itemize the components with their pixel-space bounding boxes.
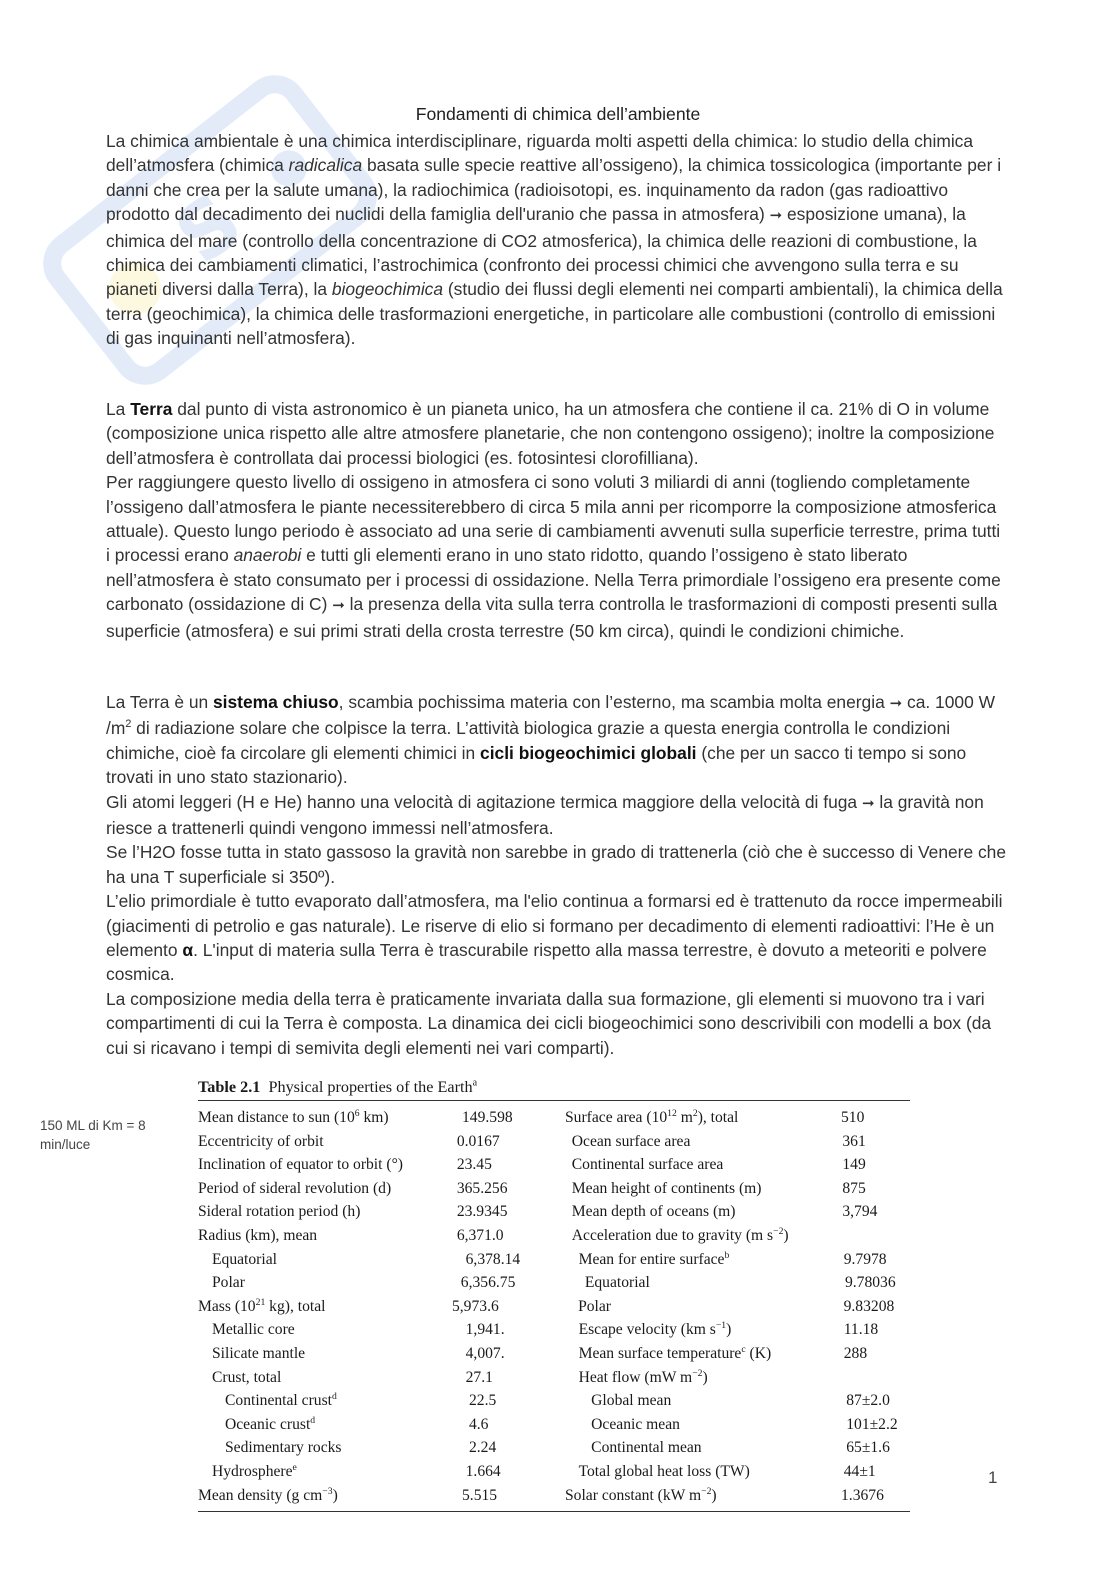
property-value-right [844,1366,910,1390]
property-value-left: 22.5 [468,1392,497,1410]
table-row [198,1413,910,1437]
property-value-left: 6,356.75 [460,1274,516,1292]
property-value-left: 5.515 [462,1486,498,1504]
property-value-left: 2.24 [468,1439,497,1457]
superscript: −1 [715,1320,727,1332]
text-run: Mean density (g cm [198,1486,323,1504]
text-run: Sedimentary rocks [225,1439,342,1457]
physical-properties-table [198,1075,910,1512]
text-run: Surface area (10 [565,1109,668,1126]
text-run: Continental mean [591,1439,702,1457]
property-value-right: 361 [842,1132,866,1150]
property-label-left [198,1271,461,1295]
property-value-right: 9.7978 [843,1250,887,1268]
text-run: m [676,1109,693,1126]
property-value-right: 65±1.6 [846,1439,890,1457]
page-number: 1 [988,1468,998,1487]
arrow-icon: ➞ [332,597,345,615]
property-label-right [565,1484,841,1508]
property-label-left [198,1200,457,1224]
text-run: (che per un sacco ti tempo si sono trovati in uno stato stazionario). [106,742,967,788]
text-run: Equatorial [584,1274,650,1292]
text-run: , scambia pochissima materia con l’esterno, ma scambia molta energia [338,692,890,712]
property-label-left [198,1153,457,1177]
table-row [198,1436,910,1460]
text-run: (studio dei flussi degli elementi nei comparti ambientali), la chimica della terra (geochimica), la chimica delle trasformazioni energetiche, in particolare alle combustioni (controllo di emissioni di gas inquinanti nell’atmosfera). [106,279,1003,349]
property-label-left [198,1413,469,1437]
paragraph-sistema-chiuso [106,690,1006,1060]
text-run: Mean depth of oceans (m) [571,1203,736,1221]
superscript: 6 [354,1107,360,1119]
property-label-left [198,1248,466,1272]
superscript: 21 [255,1296,266,1308]
property-value-left: 1,941. [465,1321,505,1339]
text-run: Continental surface area [571,1156,724,1174]
table-row [198,1106,910,1130]
text-run: La composizione media della terra è praticamente invariata dalla sua formazione, gli elementi si muovono tra i vari compartimenti di cui la Terra è composta. La dinamica dei cicli biogeochimici sono descrivibili con modelli a box (da cui si ricavano i tempi di semivita degli elementi nei vari comparti). [106,988,992,1058]
table-row [198,1130,910,1154]
property-label-left [198,1295,452,1319]
property-value-left: 4,007. [465,1344,505,1362]
superscript: 2 [692,1107,698,1119]
text-run: Oceanic mean [591,1415,680,1433]
text-run: Escape velocity (km s [578,1321,716,1339]
text-run: Hydrosphere [212,1462,293,1480]
property-value-right: 875 [842,1179,866,1197]
property-value-right: 9.78036 [844,1274,896,1292]
table-row [198,1318,910,1342]
table-row [198,1484,910,1508]
superscript: b [724,1249,730,1261]
text-run: ), total [697,1109,739,1126]
property-value-left: 6,378.14 [465,1250,521,1268]
text-run: la gravità non riesce a trattenerli quindi vengono immessi nell’atmosfera. [106,791,984,839]
arrow-icon: ➞ [889,695,903,712]
property-value-right [842,1224,910,1248]
property-value-left: 1.664 [465,1462,501,1480]
property-value-left: 6,371.0 [456,1226,504,1244]
table-row [198,1224,910,1248]
property-value-left: 27.1 [465,1368,493,1386]
superscript: c [741,1343,746,1355]
property-value-right: 510 [841,1109,865,1126]
property-label-left [198,1366,466,1390]
margin-note: 150 ML di Km = 8 min/luce [40,1118,146,1152]
property-value-right: 44±1 [843,1462,876,1480]
text-run: Global mean [591,1392,672,1410]
text-run: Se l’H2O fosse tutta in stato gassoso la gravità non sarebbe in grado di trattenerla (ciò che è successo di Venere che ha una T superficiale si 350º). [106,842,1006,887]
italic-term-anaerobi: anaerobi [233,545,302,566]
text-run: ) [783,1226,789,1244]
paragraph-terra [106,397,1006,643]
property-value-right: 288 [843,1344,868,1362]
table-caption-text: Physical properties of the Earth [268,1078,473,1096]
superscript: −2 [692,1367,703,1379]
property-label-left [198,1177,457,1201]
property-label-right [564,1413,846,1437]
property-label-left [198,1389,469,1413]
table-row [198,1177,910,1201]
table-row [198,1271,910,1295]
text-run: kg), total [265,1297,326,1315]
text-run: di radiazione solare che colpisce la terra. L’attività biologica grazie a questa energia controlla le condizioni chimiche, cioè fa circolare gli elementi chimici in [106,718,951,763]
property-value-right: 9.83208 [843,1297,895,1315]
superscript: d [331,1390,337,1402]
text-run: La [106,399,131,419]
text-run: Eccentricity of orbit [198,1132,324,1150]
text-run: dal punto di vista astronomico è un pianeta unico, ha un atmosfera che contiene il ca. 21% di O in volume (composizione unica rispetto alle altre atmosfere planetarie, che non contengono ossigeno); inoltre la composizione dell’atmosfera è controllata dai processi biologici (es. fotosintesi clorofilliana). [106,399,995,468]
text-run: km) [359,1109,389,1126]
property-value-left: 23.9345 [456,1203,508,1221]
property-value-right: 11.18 [843,1321,879,1339]
text-run: Mean distance to sun (10 [198,1109,355,1126]
property-value-left: 23.45 [456,1156,492,1174]
superscript: d [310,1414,316,1426]
property-label-left [198,1224,457,1248]
text-run: Equatorial [212,1250,277,1268]
bold-term-sistema-chiuso: sistema chiuso [213,692,339,712]
property-label-left [198,1484,462,1508]
italic-term-radicalica: radicalica [288,155,363,176]
paragraph-chimica-ambientale [106,129,1006,351]
property-label-right [565,1342,844,1366]
text-run: Ocean surface area [571,1132,691,1150]
superscript: −2 [701,1485,712,1497]
text-run: L’elio primordiale è tutto evaporato dall’atmosfera, ma l'elio continua a formarsi ed è trattenuto da rocce impermeabili (giacimenti di petrolio e gas naturale). Le riserve di elio si formano per decadimento di elementi radioattivi: l’He è un elemento [106,891,1003,961]
text-run: Oceanic crust [225,1415,311,1433]
property-value-right: 101±2.2 [846,1415,898,1433]
text-run: esposizione umana), la chimica del mare (controllo della concentrazione di CO2 atmosferica), la chimica delle reazioni di combustione, la chimica dei cambiamenti climatici, l’astrochimica (confronto dei processi chimici che avvengono sulla terra e su pianeti diversi dalla Terra), la [106,204,977,300]
property-label-right [558,1224,843,1248]
text-run: (K) [745,1344,772,1362]
superscript: 12 [667,1107,677,1119]
property-label-right [565,1366,844,1390]
table-row [198,1200,910,1224]
superscript: e [292,1461,297,1473]
property-label-right [565,1460,844,1484]
superscript: −2 [773,1225,784,1237]
table-row [198,1460,910,1484]
text-run: Total global heat loss (TW) [578,1462,750,1480]
table-caption [198,1075,910,1101]
property-label-right [558,1200,843,1224]
property-value-right: 149 [842,1156,866,1174]
bold-term-cicli-biogeochimici: cicli biogeochimici globali [480,742,697,763]
table-row [198,1153,910,1177]
table-row [198,1342,910,1366]
superscript: −3 [322,1485,333,1497]
text-run: La chimica ambientale è una chimica interdisciplinare, riguarda molti aspetti della chimica: lo studio della chimica dell’atmosfera (chimica [106,131,974,176]
property-label-left [198,1436,469,1460]
text-run: Metallic core [212,1321,295,1339]
svg-text:S: S [159,176,260,282]
document-title: Fondamenti di chimica dell’ambiente [415,104,701,124]
property-label-right [558,1130,843,1154]
text-run: Polar [578,1297,611,1315]
text-run: ) [711,1486,717,1504]
property-label-right [565,1318,844,1342]
table-row [198,1366,910,1390]
table-row [198,1295,910,1319]
superscript: 2 [125,718,132,731]
property-label-left [198,1106,462,1130]
property-label-right [565,1248,844,1272]
text-run: Gli atomi leggeri (H e He) hanno una velocità di agitazione termica maggiore della velocità di fuga [106,791,862,812]
text-run: Heat flow (mW m [578,1368,693,1386]
bold-term-terra: Terra [130,399,173,419]
text-run: Mass (10 [198,1297,256,1315]
text-run: Per raggiungere questo livello di ossigeno in atmosfera ci sono voluti 3 miliardi di anni (togliendo completamente l’ossigeno dall’atmosfera le piante necessiterebbero di circa 5 mila anni per ricomporre la composizione atmosferica attuale). Questo lungo periodo è associato ad una serie di cambiamenti avvenuti sulla superficie terrestre, prima tutti i processi erano [106,472,1001,566]
text-run: Crust, total [212,1368,282,1386]
text-run: La Terra è un [106,692,213,712]
table-body [198,1101,910,1512]
text-run: Acceleration due to gravity (m s [571,1226,774,1244]
text-run: basata sulle specie reattive all’ossigeno), la chimica tossicologica (importante per i danni che crea per la salute umana), la radiochimica (radioisotopi, es. inquinamento da radon (gas radioattivo prodotto dal decadimento dei nuclidi della famiglia dell'uranio che passa in atmosfera) [106,155,1002,225]
text-run: Radius (km), mean [198,1226,318,1244]
text-run: ) [726,1321,732,1339]
arrow-icon: ➞ [769,207,783,225]
property-value-left: 5,973.6 [451,1297,499,1315]
property-label-right [565,1106,841,1130]
text-run: . L'input di materia sulla Terra è trascurabile rispetto alla massa terrestre, è dovuto a meteoriti e polvere cosmica. [106,940,987,985]
property-label-right [551,1295,844,1319]
text-run: Continental crust [225,1392,332,1410]
property-value-left: 149.598 [462,1109,513,1126]
text-run: Mean height of continents (m) [571,1179,762,1197]
text-run: Inclination of equator to orbit (°) [198,1156,403,1174]
property-value-left: 0.0167 [456,1132,500,1150]
property-label-right [564,1436,846,1460]
property-value-right: 3,794 [842,1203,878,1221]
alpha-symbol: α [182,940,194,961]
property-label-right [564,1389,846,1413]
italic-term-biogeochimica: biogeochimica [331,279,444,300]
property-label-left [198,1130,457,1154]
text-run: ca. 1000 W /m [106,692,995,739]
property-value-left: 365.256 [456,1179,508,1197]
text-run: Mean surface temperature [578,1344,742,1362]
property-value-left: 4.6 [468,1415,489,1433]
property-label-right [558,1153,843,1177]
property-label-right [558,1271,845,1295]
text-run: ) [702,1368,708,1386]
text-run: Period of sideral revolution (d) [198,1179,392,1197]
text-run: ) [332,1486,338,1504]
text-run: Sideral rotation period (h) [198,1203,361,1221]
table-row [198,1389,910,1413]
property-label-left [198,1342,466,1366]
property-label-left [198,1318,466,1342]
property-value-right: 1.3676 [841,1486,884,1504]
arrow-icon: ➞ [861,794,875,812]
text-run: la presenza della vita sulla terra controlla le trasformazioni di composti presenti sulla superficie (atmosfera) e sui primi strati della crosta terrestre (50 km circa), quindi le condizioni chimiche. [106,594,998,641]
text-run: e tutti gli elementi erano in uno stato ridotto, quando l’ossigeno è stato liberato nell’atmosfera è stato consumato per i processi di ossidazione. Nella Terra primordiale l’ossigeno era presente come carbonato (ossidazione di C) [106,545,1001,615]
property-label-right [558,1177,843,1201]
table-row [198,1248,910,1272]
property-label-left [198,1460,466,1484]
text-run: Solar constant (kW m [565,1486,702,1504]
table-caption-footnote: a [472,1077,478,1089]
text-run: Polar [212,1274,245,1292]
property-value-right: 87±2.0 [846,1392,890,1410]
text-run: Mean for entire surface [578,1250,725,1268]
table-label: Table 2.1 [198,1078,261,1096]
text-run: Silicate mantle [212,1344,306,1362]
